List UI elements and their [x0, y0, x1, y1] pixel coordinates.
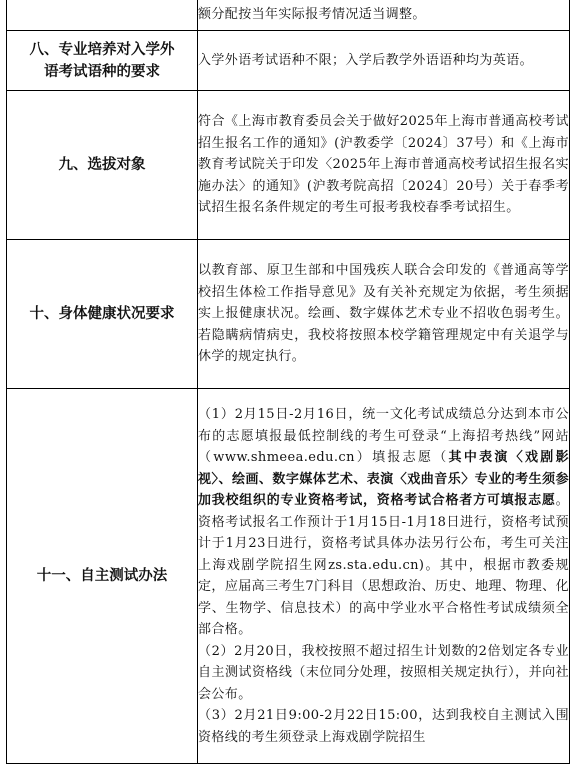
- table-row: [7, 31, 570, 91]
- row-label: [7, 31, 198, 91]
- row-label-line: 语考试语种的要求: [44, 63, 160, 80]
- paragraph: [198, 404, 569, 641]
- table-row: [7, 0, 570, 31]
- paragraph: （2）2月20日，我校按照不超过招生计划数的2倍划定各专业自主测试资格线（末位同分处理，按照相关规定执行），并向社会公布。: [198, 643, 569, 702]
- row-content: 入学外语考试语种不限；入学后教学外语语种均为英语。: [198, 31, 570, 91]
- row-label: 十、身体健康状况要求: [7, 240, 198, 389]
- row-label: 十一、自主测试办法: [7, 389, 198, 764]
- table-row: [7, 91, 570, 240]
- row-label: 九、选拔对象: [7, 91, 198, 240]
- text-span: （1）2月15日-2月16日，统一文化考试成绩总分达到本市公布的志愿填报最低控制线的考生可登录“上海招考热线”网站（www.shmeea.edu.cn）填报志愿（: [198, 407, 569, 465]
- row-content: 以教育部、原卫生部和中国残疾人联合会印发的《普通高等学校招生体检工作指导意见》及有关补充规定为依据，考生须据实上报健康状况。绘画、数字媒体艺术专业不招收色弱考生。若隐瞒病情病史，我校将按照本校学籍管理规定中有关退学与休学的规定执行。: [198, 240, 570, 389]
- table-row: [7, 240, 570, 389]
- row-content: 额分配按当年实际报考情况适当调整。: [198, 0, 570, 31]
- row-label: [7, 0, 198, 31]
- bold-text-span: 其中表演〈戏剧影视〉、绘画、数字媒体艺术、表演〈戏曲音乐〉专业的考生须参加我校组织的专业资格考试，资格考试合格者方可填报志愿: [198, 450, 570, 508]
- table-row: [7, 389, 570, 764]
- paragraph: （3）2月21日9:00-2月22日15:00，达到我校自主测试入围资格线的考生须登录上海戏剧学院招生: [198, 708, 569, 745]
- row-content: 符合《上海市教育委员会关于做好2025年上海市普通高校考试招生报名工作的通知》(沪教委学〔2024〕37号）和《上海市教育考试院关于印发〈2025年上海市普通高校考试招生报名实施办法〉的通知》(沪教考院高招〔2024〕20号）关于春季考试招生报名条件规定的考生可报考我校春季考试招生。: [198, 91, 570, 240]
- row-label-line: 八、专业培养对入学外: [29, 41, 175, 58]
- row-content: [198, 389, 570, 764]
- text-span: 。资格考试报名工作预计于1月15日-1月18日进行，资格考试预计于1月23日进行，资格考试具体办法另行公布，考生可关注上海戏剧学院招生网zs.sta.edu.cn)。其中，根据市教委规定，应届高三考生7门科目（思想政治、历史、地理、物理、化学、生物学、信息技术）的高中学业水平合格性考试成绩须全部合格。: [198, 493, 569, 637]
- admission-table: [6, 0, 570, 764]
